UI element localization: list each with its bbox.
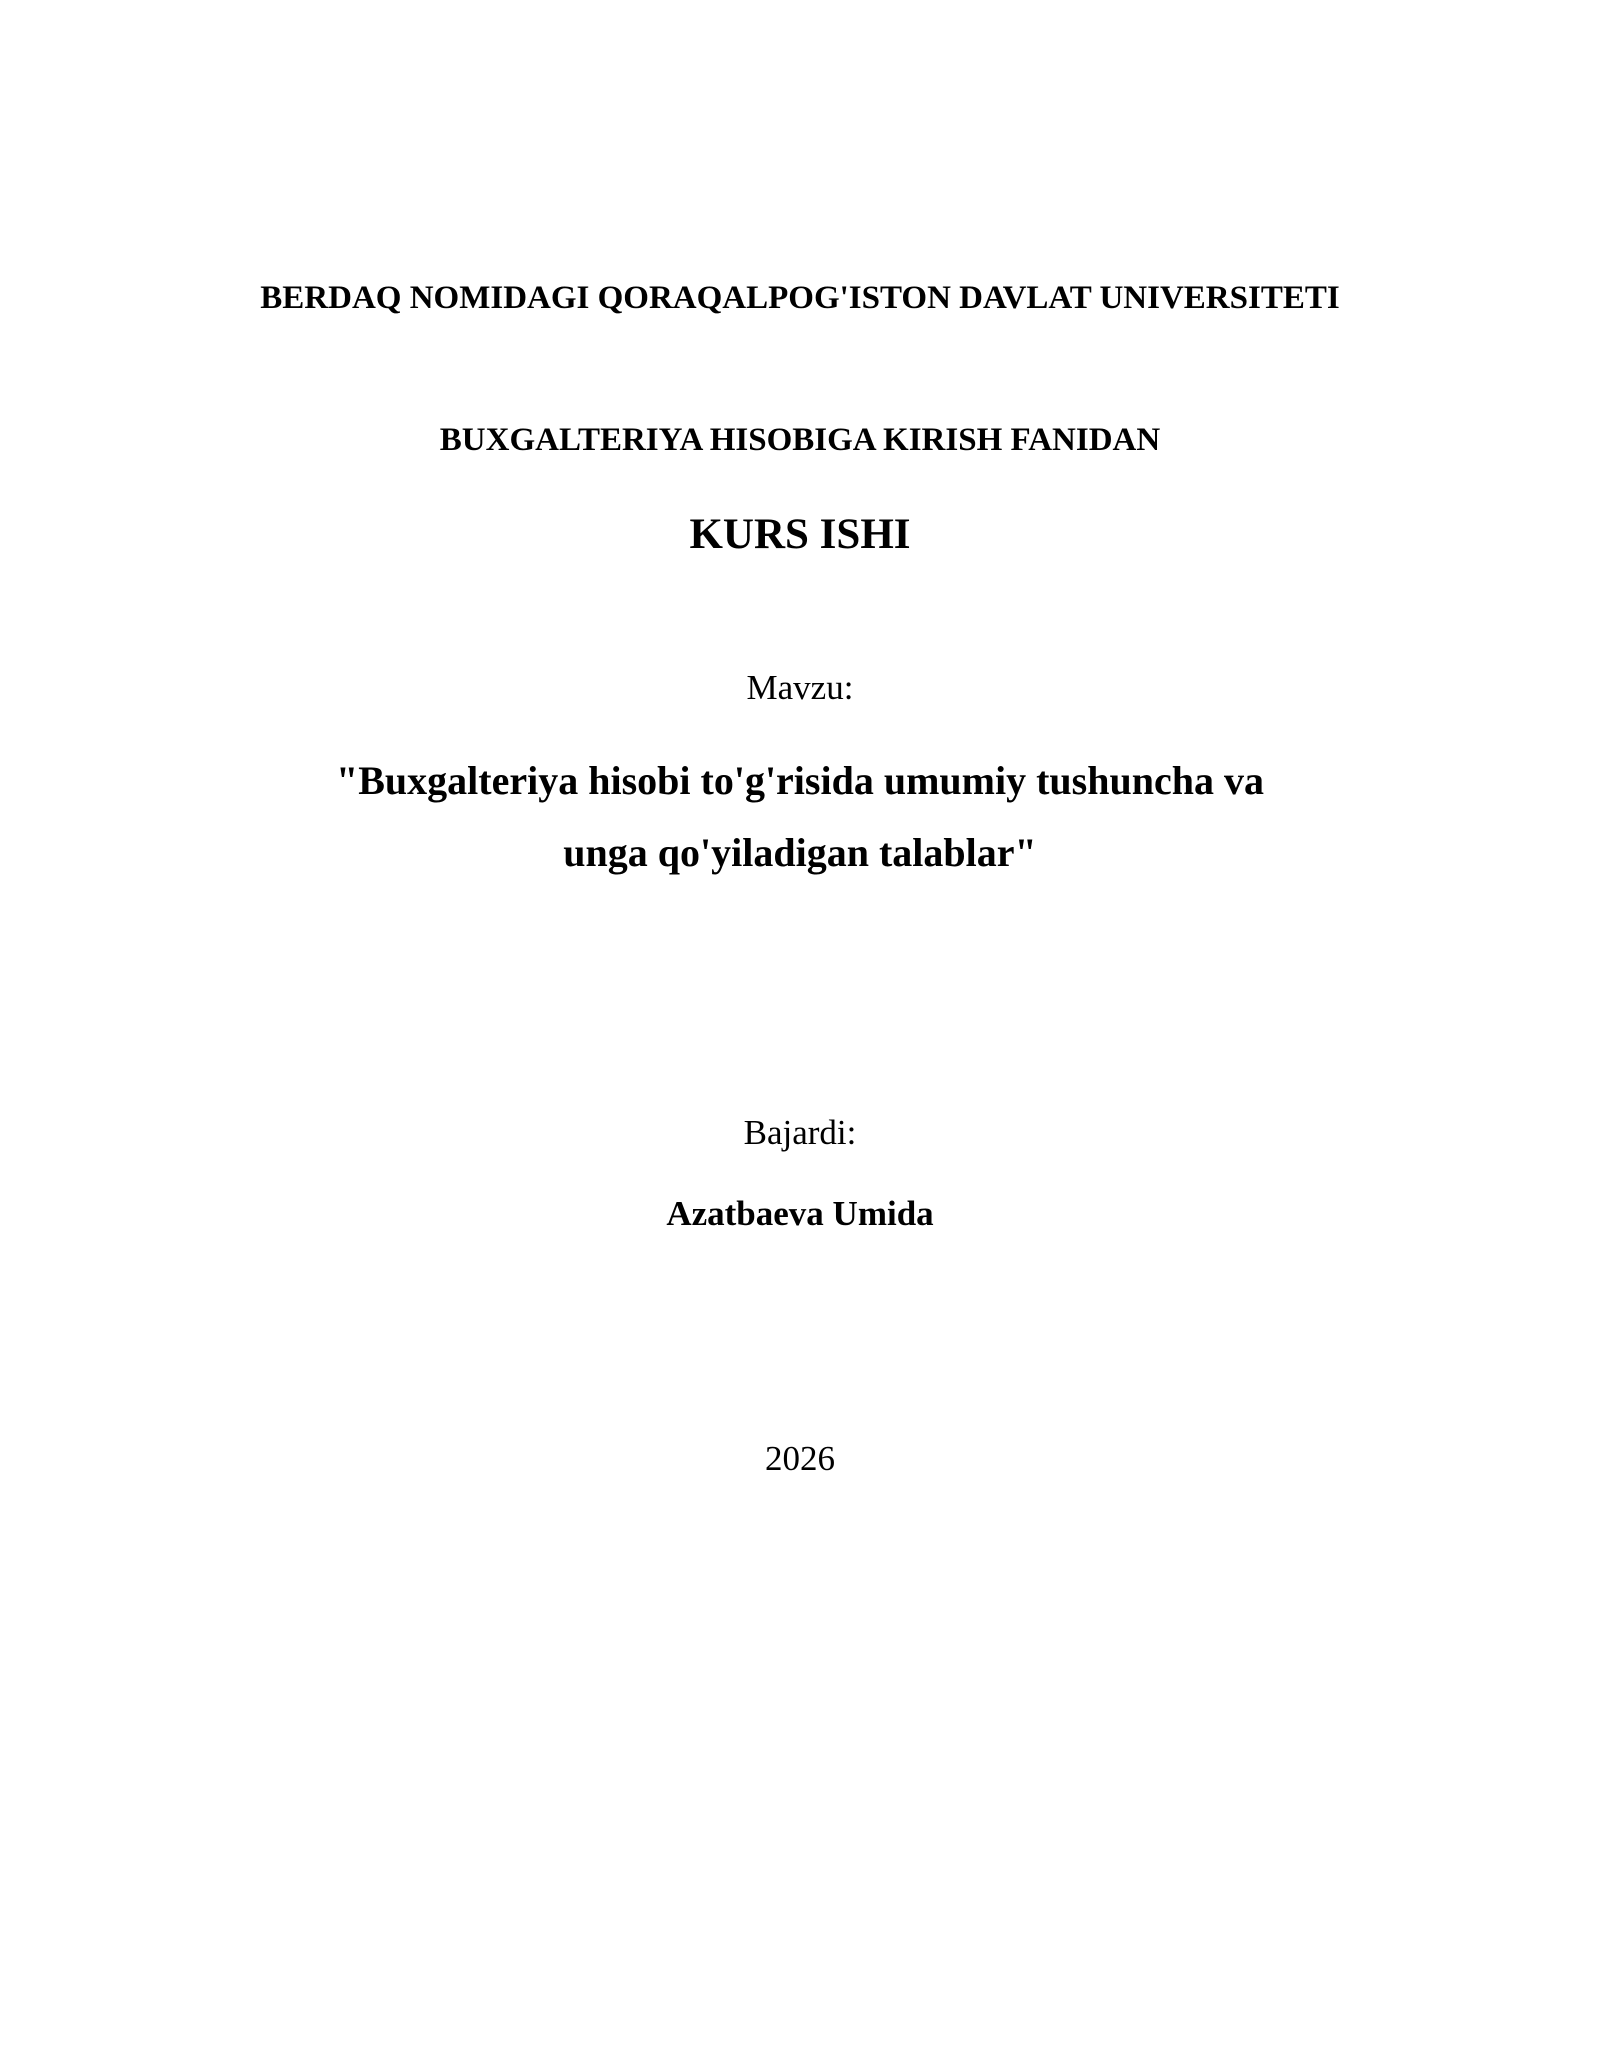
topic-label: Mavzu: xyxy=(746,668,854,707)
topic-title: "Buxgalteriya hisobi to'g'risida umumiy tushuncha va unga qo'yiladigan talablar" xyxy=(336,758,1264,875)
year: 2026 xyxy=(765,1439,835,1478)
author-name: Azatbaeva Umida xyxy=(666,1194,934,1233)
subject-heading: BUXGALTERIYA HISOBIGA KIRISH FANIDAN xyxy=(439,422,1161,458)
document-type-heading: KURS ISHI xyxy=(689,511,911,558)
university-name: BERDAQ NOMIDAGI QORAQALPOG'ISTON DAVLAT UNIVERSITETI xyxy=(260,280,1340,316)
author-label: Bajardi: xyxy=(743,1113,857,1152)
